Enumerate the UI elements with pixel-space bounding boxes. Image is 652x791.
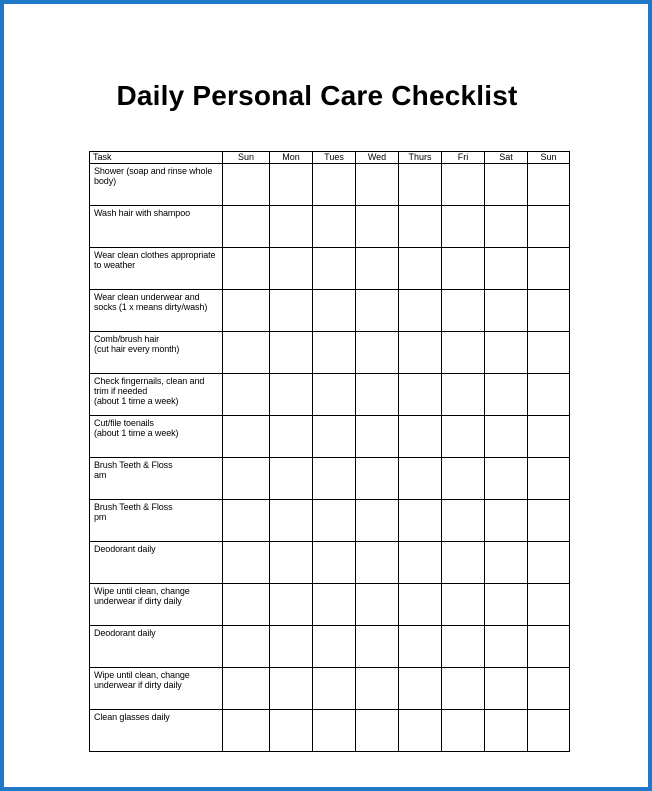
check-cell[interactable] <box>442 248 485 290</box>
check-cell[interactable] <box>485 290 528 332</box>
check-cell[interactable] <box>442 164 485 206</box>
check-cell[interactable] <box>313 248 356 290</box>
check-cell[interactable] <box>313 458 356 500</box>
check-cell[interactable] <box>399 374 442 416</box>
check-cell[interactable] <box>485 710 528 752</box>
check-cell[interactable] <box>485 416 528 458</box>
check-cell[interactable] <box>270 584 313 626</box>
check-cell[interactable] <box>528 290 570 332</box>
check-cell[interactable] <box>313 668 356 710</box>
check-cell[interactable] <box>356 626 399 668</box>
check-cell[interactable] <box>313 374 356 416</box>
check-cell[interactable] <box>313 584 356 626</box>
check-cell[interactable] <box>399 542 442 584</box>
check-cell[interactable] <box>528 584 570 626</box>
check-cell[interactable] <box>399 500 442 542</box>
check-cell[interactable] <box>313 626 356 668</box>
check-cell[interactable] <box>356 500 399 542</box>
table-row <box>90 332 570 374</box>
check-cell[interactable] <box>528 248 570 290</box>
check-cell[interactable] <box>528 332 570 374</box>
check-cell[interactable] <box>270 458 313 500</box>
header-day: Mon <box>270 152 313 164</box>
task-label: Wipe until clean, change underwear if dirty daily <box>90 584 223 626</box>
page-title: Daily Personal Care Checklist <box>116 80 518 111</box>
table-row <box>90 500 570 542</box>
check-cell[interactable] <box>270 500 313 542</box>
check-cell[interactable] <box>223 206 270 248</box>
task-label: Wear clean underwear and socks (1 x means dirty/wash) <box>90 290 223 332</box>
check-cell[interactable] <box>270 248 313 290</box>
task-label: Deodorant daily <box>90 542 223 584</box>
check-cell[interactable] <box>528 710 570 752</box>
check-cell[interactable] <box>313 206 356 248</box>
check-cell[interactable] <box>356 416 399 458</box>
check-cell[interactable] <box>270 668 313 710</box>
check-cell[interactable] <box>270 332 313 374</box>
task-label: Cut/file toenails (about 1 time a week) <box>90 416 223 458</box>
check-cell[interactable] <box>223 290 270 332</box>
header-day: Fri <box>442 152 485 164</box>
header-day: Wed <box>356 152 399 164</box>
check-cell[interactable] <box>223 542 270 584</box>
check-cell[interactable] <box>356 290 399 332</box>
check-cell[interactable] <box>356 248 399 290</box>
check-cell[interactable] <box>399 416 442 458</box>
header-row <box>90 152 570 164</box>
check-cell[interactable] <box>313 164 356 206</box>
check-cell[interactable] <box>442 668 485 710</box>
check-cell[interactable] <box>270 164 313 206</box>
check-cell[interactable] <box>528 164 570 206</box>
check-cell[interactable] <box>528 626 570 668</box>
check-cell[interactable] <box>356 584 399 626</box>
check-cell[interactable] <box>528 206 570 248</box>
check-cell[interactable] <box>356 668 399 710</box>
check-cell[interactable] <box>313 542 356 584</box>
table-row <box>90 458 570 500</box>
check-cell[interactable] <box>485 374 528 416</box>
check-cell[interactable] <box>485 668 528 710</box>
check-cell[interactable] <box>485 458 528 500</box>
table-row <box>90 290 570 332</box>
check-cell[interactable] <box>223 668 270 710</box>
check-cell[interactable] <box>356 206 399 248</box>
check-cell[interactable] <box>270 542 313 584</box>
check-cell[interactable] <box>399 626 442 668</box>
header-day: Tues <box>313 152 356 164</box>
task-label: Wash hair with shampoo <box>90 206 223 248</box>
check-cell[interactable] <box>399 458 442 500</box>
check-cell[interactable] <box>399 668 442 710</box>
check-cell[interactable] <box>485 206 528 248</box>
task-label: Check fingernails, clean and trim if needed (about 1 time a week) <box>90 374 223 416</box>
check-cell[interactable] <box>528 500 570 542</box>
check-cell[interactable] <box>442 710 485 752</box>
check-cell[interactable] <box>485 164 528 206</box>
check-cell[interactable] <box>313 332 356 374</box>
check-cell[interactable] <box>356 458 399 500</box>
check-cell[interactable] <box>356 542 399 584</box>
check-cell[interactable] <box>223 710 270 752</box>
check-cell[interactable] <box>399 290 442 332</box>
check-cell[interactable] <box>270 206 313 248</box>
check-cell[interactable] <box>442 416 485 458</box>
check-cell[interactable] <box>442 542 485 584</box>
table-row <box>90 710 570 752</box>
check-cell[interactable] <box>528 458 570 500</box>
header-day: Thurs <box>399 152 442 164</box>
check-cell[interactable] <box>485 248 528 290</box>
check-cell[interactable] <box>442 206 485 248</box>
check-cell[interactable] <box>485 626 528 668</box>
header-task: Task <box>90 152 223 164</box>
check-cell[interactable] <box>485 542 528 584</box>
check-cell[interactable] <box>442 626 485 668</box>
check-cell[interactable] <box>356 164 399 206</box>
check-cell[interactable] <box>223 374 270 416</box>
check-cell[interactable] <box>528 416 570 458</box>
table-row <box>90 542 570 584</box>
check-cell[interactable] <box>399 248 442 290</box>
check-cell[interactable] <box>442 374 485 416</box>
check-cell[interactable] <box>313 710 356 752</box>
check-cell[interactable] <box>442 458 485 500</box>
check-cell[interactable] <box>270 290 313 332</box>
checklist-table <box>89 151 570 752</box>
task-label: Wear clean clothes appropriate to weather <box>90 248 223 290</box>
check-cell[interactable] <box>528 668 570 710</box>
check-cell[interactable] <box>223 248 270 290</box>
check-cell[interactable] <box>223 416 270 458</box>
task-label: Brush Teeth & Floss am <box>90 458 223 500</box>
check-cell[interactable] <box>485 500 528 542</box>
check-cell[interactable] <box>270 710 313 752</box>
task-label: Deodorant daily <box>90 626 223 668</box>
check-cell[interactable] <box>223 332 270 374</box>
check-cell[interactable] <box>356 710 399 752</box>
table-row <box>90 416 570 458</box>
check-cell[interactable] <box>399 206 442 248</box>
check-cell[interactable] <box>356 374 399 416</box>
table-row <box>90 584 570 626</box>
task-label: Brush Teeth & Floss pm <box>90 500 223 542</box>
header-day: Sun <box>223 152 270 164</box>
check-cell[interactable] <box>442 500 485 542</box>
task-label: Clean glasses daily <box>90 710 223 752</box>
task-label: Wipe until clean, change underwear if dirty daily <box>90 668 223 710</box>
check-cell[interactable] <box>270 374 313 416</box>
header-day: Sat <box>485 152 528 164</box>
check-cell[interactable] <box>223 458 270 500</box>
check-cell[interactable] <box>356 332 399 374</box>
check-cell[interactable] <box>442 290 485 332</box>
check-cell[interactable] <box>313 500 356 542</box>
task-label: Shower (soap and rinse whole body) <box>90 164 223 206</box>
table-row <box>90 374 570 416</box>
check-cell[interactable] <box>485 332 528 374</box>
checklist-body <box>90 164 570 752</box>
check-cell[interactable] <box>399 332 442 374</box>
check-cell[interactable] <box>270 416 313 458</box>
table-row <box>90 206 570 248</box>
check-cell[interactable] <box>223 164 270 206</box>
table-row <box>90 668 570 710</box>
header-day: Sun <box>528 152 570 164</box>
check-cell[interactable] <box>442 332 485 374</box>
table-row <box>90 164 570 206</box>
check-cell[interactable] <box>399 584 442 626</box>
check-cell[interactable] <box>223 584 270 626</box>
check-cell[interactable] <box>270 626 313 668</box>
check-cell[interactable] <box>399 164 442 206</box>
check-cell[interactable] <box>313 416 356 458</box>
check-cell[interactable] <box>485 584 528 626</box>
table-row <box>90 626 570 668</box>
check-cell[interactable] <box>223 500 270 542</box>
table-row <box>90 248 570 290</box>
check-cell[interactable] <box>528 374 570 416</box>
check-cell[interactable] <box>223 626 270 668</box>
task-label: Comb/brush hair (cut hair every month) <box>90 332 223 374</box>
check-cell[interactable] <box>313 290 356 332</box>
check-cell[interactable] <box>399 710 442 752</box>
check-cell[interactable] <box>528 542 570 584</box>
check-cell[interactable] <box>442 584 485 626</box>
